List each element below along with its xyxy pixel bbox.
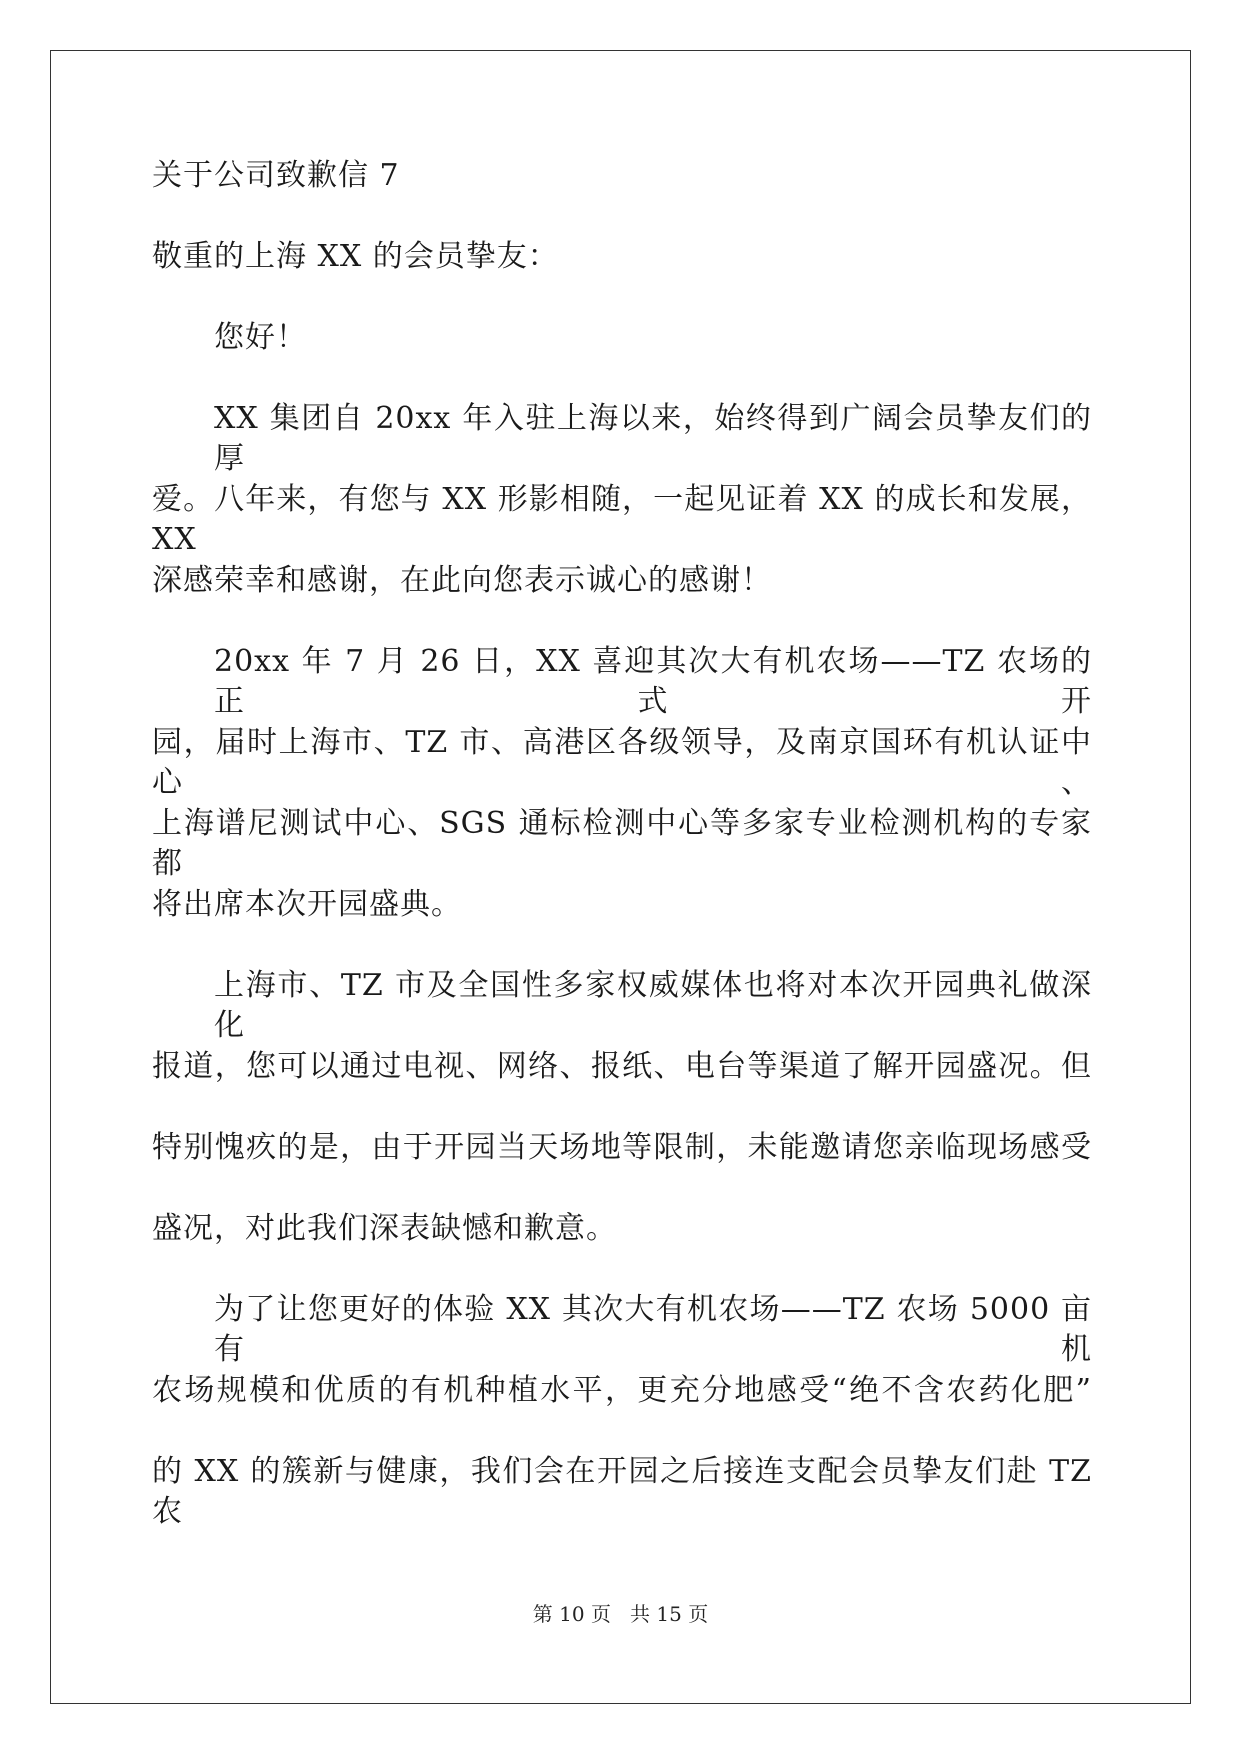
current-page-label: 第 10 页: [532, 1602, 611, 1626]
paragraph-line: 特别愧疚的是，由于开园当天场地等限制，未能邀请您亲临现场感受: [152, 1130, 1092, 1165]
paragraph-line: 报道，您可以通过电视、网络、报纸、电台等渠道了解开园盛况。但: [152, 1049, 1092, 1084]
paragraph-line: 园，届时上海市、TZ 市、高港区各级领导，及南京国环有机认证中心、: [152, 725, 1092, 800]
paragraph-line: XX 集团自 20xx 年入驻上海以来，始终得到广阔会员挚友们的厚: [214, 401, 1092, 476]
letter-title: 关于公司致歉信 7: [152, 158, 400, 193]
paragraph-line: 的 XX 的簇新与健康，我们会在开园之后接连支配会员挚友们赴 TZ 农: [152, 1454, 1092, 1529]
total-pages-label: 共 15 页: [630, 1602, 709, 1626]
letter-greeting: 您好！: [214, 320, 307, 355]
paragraph-line: 农场规模和优质的有机种植水平，更充分地感受“绝不含农药化肥”: [152, 1373, 1092, 1408]
page-footer: [0, 1601, 1241, 1627]
paragraph-line: 将出席本次开园盛典。: [152, 887, 462, 922]
paragraph-line: 为了让您更好的体验 XX 其次大有机农场——TZ 农场 5000 亩有机: [214, 1292, 1092, 1367]
letter-salutation: 敬重的上海 XX 的会员挚友：: [152, 239, 559, 274]
paragraph-line: 上海谱尼测试中心、SGS 通标检测中心等多家专业检测机构的专家都: [152, 806, 1092, 881]
paragraph-line: 爱。八年来，有您与 XX 形影相随，一起见证着 XX 的成长和发展，XX: [152, 482, 1092, 557]
paragraph-line: 上海市、TZ 市及全国性多家权威媒体也将对本次开园典礼做深化: [214, 968, 1092, 1043]
letter-body: [152, 156, 1092, 1533]
paragraph-line: 深感荣幸和感谢，在此向您表示诚心的感谢！: [152, 563, 772, 598]
paragraph-line: 盛况，对此我们深表缺憾和歉意。: [152, 1211, 617, 1246]
paragraph-line: 20xx 年 7 月 26 日，XX 喜迎其次大有机农场——TZ 农场的正式开: [214, 644, 1092, 719]
